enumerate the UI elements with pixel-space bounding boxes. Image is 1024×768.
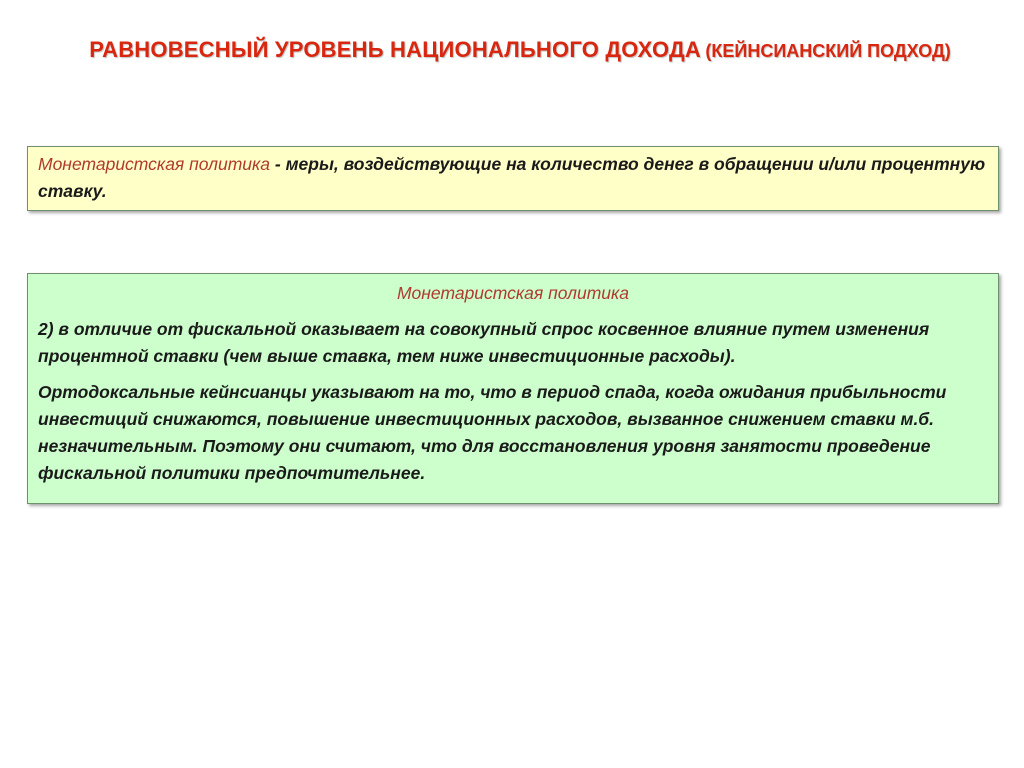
definition-box	[27, 146, 999, 211]
detail-heading: Монетаристская политика	[396, 283, 630, 303]
definition-text: - меры, воздействующие на количество денег в обращении и/или процентную ставку.	[38, 154, 986, 201]
detail-paragraph-2: Ортодоксальные кейнсианцы указывают на то, что в период спада, когда ожидания прибыльности инвестиций снижаются, повышение инвестиционных расходов, вызванное снижением ставки м.б. незначительным. Поэтому они считают, что для восстановления уровня занятости проведение фискальной политики предпочтительнее.	[38, 382, 947, 483]
detail-paragraph-1: 2) в отличие от фискальной оказывает на совокупный спрос косвенное влияние путем изменения процентной ставки (чем выше ставка, тем ниже инвестиционные расходы).	[38, 319, 930, 366]
title-main: РАВНОВЕСНЫЙ УРОВЕНЬ НАЦИОНАЛЬНОГО ДОХОДА	[89, 37, 701, 62]
slide-title	[60, 34, 980, 69]
detail-box	[27, 273, 999, 504]
title-subtitle: (КЕЙНСИАНСКИЙ ПОДХОД)	[705, 41, 951, 61]
definition-term: Монетаристская политика	[38, 154, 271, 174]
